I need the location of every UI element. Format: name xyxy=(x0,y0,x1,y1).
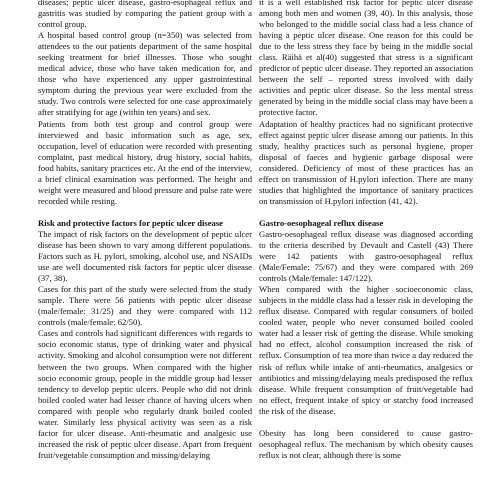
left-paragraph-4: The impact of risk factors on the development of peptic ulcer disease has been shown to vary among different populations. Factors such as H. pylori, smoking, alcohol use, and NSAIDs use are well documented risk factors for peptic ulcer disease (37, 38). xyxy=(38,228,252,284)
right-paragraph-4: When compared with the higher socioeconomic class, subjects in the middle class had a lesser risk in developing the reflux disease. Compared with regular consumers of boiled cooled water, people who never consumed boiled cooled water had a lesser risk of getting the disease. While smoking had no effect, alcohol consumption increased the risk of reflux. Consumption of tea more than twice a day reduced the risk of reflux while intake of anti-rheumatics, analgesics or antibiotics and missing/delaying meals predisposed the reflux disease. While frequent consumption of fruit/vegetable had no effect, frequent intake of spicy or starchy food increased the risk of the disease. xyxy=(259,284,473,416)
right-column xyxy=(259,0,473,461)
section-heading-gerd: Gastro-oesophageal reflux disease xyxy=(259,217,384,228)
section-gap xyxy=(259,207,473,218)
right-paragraph-1: it is a well established risk factor for peptic ulcer disease among both men and women (39, 40). In this analysis, those who belonged to the middle social class had a less chance of having a peptic ulcer disease. One reason for this could be due to the less stress they face by being in the middle social class. Räihä et al(40) suggested that stress is a significant predictor of peptic ulcer disease. They reported an association between the self – reported stress involved with daily activities and peptic ulcer disease. So the less mental stress generated by being in the middle social class may have been a protective factor. xyxy=(259,0,473,118)
left-column xyxy=(38,0,252,461)
paragraph-gap xyxy=(259,417,473,428)
right-paragraph-3: Gastro-oesophageal reflux disease was diagnosed according to the criteria described by Devault and Castell (43) There were 142 patients with gastro-oesophageal reflux (Male/Female: 75/67) and they were compared with 269 controls (Male/female: 147/122). xyxy=(259,228,473,284)
left-paragraph-5: Cases for this part of the study were selected from the study sample. There were 56 patients with peptic ulcer disease (male/female: 31/25) and they were compared with 112 controls (male/female: 62/50). xyxy=(38,284,252,328)
right-paragraph-5: Obesity has long been considered to cause gastro-oesophageal reflux. The mechanism by which obesity causes reflux is not clear, although there is some xyxy=(259,427,473,460)
right-paragraph-2: Adaptation of healthy practices had no significant protective effect against peptic ulcer disease among our patients. In this study, healthy practices such as personal hygiene, proper disposal of faeces and hygienic garbage disposal were considered. Deficiency of most of these practices has an effect on transmission of H.pylori infection. There are many studies that highlighted the importance of sanitary practices on transmission of H.pylori infection (41, 42). xyxy=(259,118,473,206)
left-paragraph-1: diseases; peptic ulcer disease, gastro-esophageal reflux and gastritis was studied by comparing the patient group with a control group. xyxy=(38,0,252,30)
section-heading-risk-factors: Risk and protective factors for peptic ulcer disease xyxy=(38,217,223,228)
left-paragraph-2: A hospital based control group (n=350) was selected from attendees to the out patients department of the same hospital seeking treatment for brief illnesses. Those who sought medical advice, those who have taken medication for, and those who have experienced any upper gastrointestinal symptom during the previous year were excluded from the study. Two controls were selected for one case approximately after stratifying for age (within ten years) and sex. xyxy=(38,30,252,118)
left-paragraph-6: Cases and controls had significant differences with regards to socio economic status, type of drinking water and physical activity. Smoking and alcohol consumption were not different between the two groups. When compared with the higher socio economic group, people in the middle group had lesser tendency to develop peptic ulcers. People who did not drink boiled cooled water had lesser chance of having ulcers when compared with people who regularly drank boiled cooled water. Similarly less physical activity was seen as a risk factor for ulcer disease. Anti-rheumatic and analgesic use increased the risk of peptic ulcer disease. Apart from frequent fruit/vegetable consumption and missing/delaying xyxy=(38,328,252,460)
section-gap xyxy=(38,207,252,218)
left-paragraph-3: Patients from both test group and control group were interviewed and basic information such as age, sex, occupation, level of education were recorded with presenting complaint, past medical history, drug history, social habits, food habits, sanitary practices etc. At the end of the interview, a brief clinical examination was performed. The height and weight were measured and blood pressure and pulse rate were recorded while resting. xyxy=(38,118,252,206)
